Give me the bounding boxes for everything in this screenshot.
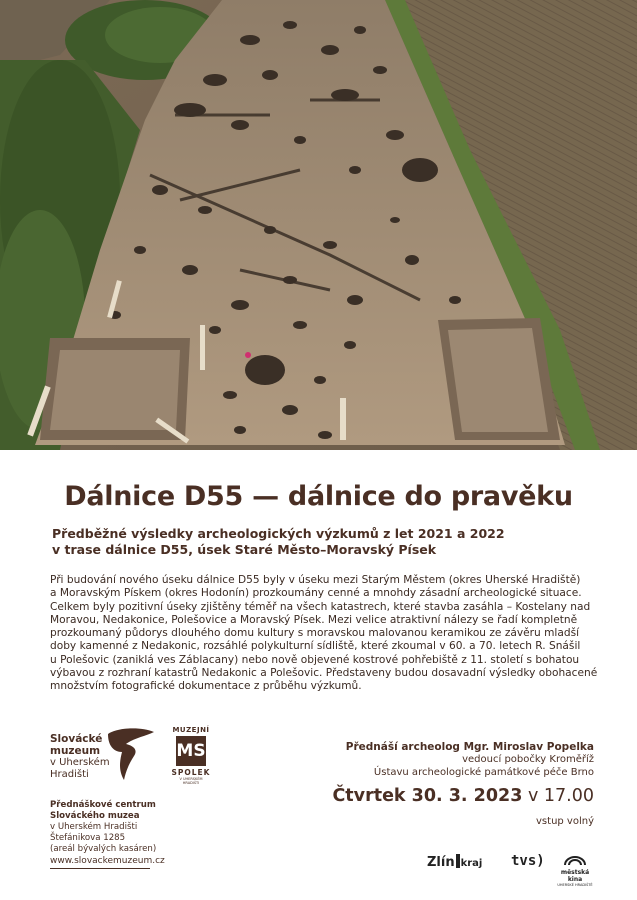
venue-line: Slováckého muzea [50,811,140,821]
museum-logo-text [50,733,110,781]
paragraph-line: Celkem byly pozitivní úseky zjištěny téměř na všech katastrech, které stavba zasáhla – Kostelany nad [50,600,591,613]
venue-line: v Uherském Hradišti [50,822,138,832]
museum-name-line: muzeum [50,745,101,757]
event-datetime [332,786,594,806]
spolek-top-text: MUZEJNÍ [172,726,210,734]
muzejni-spolek-logo [171,726,211,785]
zlin-text: Zlín [427,855,455,870]
zlin-kraj-logo [427,854,482,870]
subtitle [52,526,612,558]
spolek-bottom-text: SPOLEK [171,768,211,777]
subtitle-line: v trase dálnice D55, úsek Staré Město–Moravský Písek [52,542,437,557]
event-time: v 17.00 [527,786,594,806]
museum-name-line: Hradišti [50,769,89,780]
venue-address [50,800,156,855]
paragraph-line: Moravou, Nedakonice, Polešovice a Moravský Písek. Mezi velice atraktivní nálezy se řadí kompletně [50,613,578,626]
event-date: Čtvrtek 30. 3. 2023 [332,786,523,806]
description-paragraph [50,574,610,694]
cinema-icon [563,855,587,865]
speaker-role: vedoucí pobočky Kroměříž [462,753,594,765]
paragraph-line: a Moravským Pískem (okres Hodonín) prozkoumány cenné a mnohdy zásadní archeologické situace. [50,587,582,600]
sponsor-logos [427,850,597,887]
entry-info: vstup volný [536,816,594,827]
divider [50,868,150,869]
spolek-tiny-text: V UHERSKÉM HRADIŠTI [179,777,203,785]
kino-text: městská kina [560,869,590,883]
kino-subtext: UHERSKÉ HRADIŠTĚ [557,883,593,887]
tvs-logo: tvs) [511,853,545,869]
paragraph-line: Při budování nového úseku dálnice D55 byly v úseku mezi Starým Městem (okres Uherské Hradiště) [50,574,581,586]
speaker-institution: Ústavu archeologické památkové péče Brno [373,766,594,778]
paragraph-line: doby kamenné z Nedakonic, rozsáhlé polykulturní sídliště, které zkoumal v 60. a 70. letech R. Snášil [50,640,581,653]
paragraph-line: u Polešovic (zaniklá ves Záblacany) nebo nově objevené kostrové pohřebiště z 11. století s bohatou [50,653,580,666]
speaker: Přednáší archeolog Mgr. Miroslav Popelka [345,741,594,753]
museum-name-line: v Uherském [50,757,110,768]
paragraph-line: výbavou z rozhraní katastrů Nedakonic a Polešovic. Představeny budou dosavadní výsledky obohacené [50,667,598,680]
kraj-text: kraj [460,858,483,869]
museum-name-line: Slovácké [50,733,103,745]
slovacke-muzeum-icon [104,726,156,786]
spolek-mark: MS [176,736,206,766]
venue-line: (areál bývalých kasáren) [50,844,157,854]
venue-line: Přednáškové centrum [50,800,156,810]
paragraph-line: množstvím fotografické dokumentace z průběhu výzkumů. [50,680,362,693]
zlin-square-icon [456,854,460,868]
venue-line: Štefánikova 1285 [50,833,126,843]
lecture-info [346,741,594,779]
paragraph-line: prozkoumaný půdorys dlouhého domu kultury s moravskou malovanou keramikou ze závěru mladší [50,627,580,640]
subtitle-line: Předběžné výsledky archeologických výzkumů z let 2021 a 2022 [52,526,505,541]
mestska-kina-logo [555,850,595,887]
website-link[interactable]: www.slovackemuzeum.cz [50,856,165,866]
page-title: Dálnice D55 — dálnice do pravěku [64,481,573,512]
